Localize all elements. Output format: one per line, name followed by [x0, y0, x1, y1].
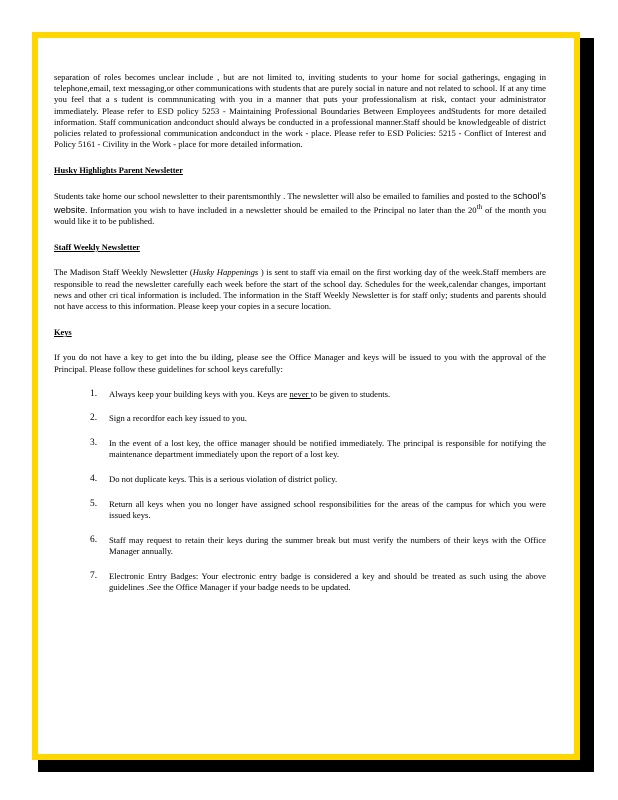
- list-item-text: In the event of a lost key, the office manager should be notified immediately. The principal is responsible for notifying the maintenance department immediately upon the report of a lost key.: [109, 438, 546, 460]
- list-item: [54, 499, 546, 521]
- list-item-text: Always keep your building keys with you. Keys are: [109, 388, 290, 399]
- husky-text-before: Students take home our school newsletter to their parentsmonthly . The newsletter will also be emailed to families and posted to the: [54, 190, 513, 201]
- list-item: [54, 474, 546, 485]
- list-item-number: 2.: [90, 413, 98, 424]
- staff-weekly-heading: Staff Weekly Newsletter: [54, 243, 140, 253]
- document-body: [54, 72, 546, 606]
- list-item-text: Sign a recordfor each key issued to you.: [109, 413, 247, 424]
- list-item-text-after: to be given to students.: [310, 388, 391, 399]
- list-item-number: 7.: [90, 570, 98, 581]
- staff-text-italic: Husky Happenings: [192, 267, 259, 278]
- keys-intro-paragraph: If you do not have a key to get into the bu ilding, please see the Office Manager and keys will be issued to you with the approval of the Principal. Please follow these guidelines for school keys carefully:: [54, 352, 546, 374]
- husky-text-website: school’s website: [54, 190, 546, 215]
- list-item-number: 4.: [90, 474, 98, 485]
- staff-text-before: The Madison Staff Weekly Newsletter (: [54, 267, 193, 278]
- list-item-number: 6.: [90, 534, 98, 545]
- list-item-text: Return all keys when you no longer have assigned school responsibilities for the areas of the campus for which you were issued keys.: [109, 498, 546, 520]
- list-item: [54, 535, 546, 557]
- list-item-number: 1.: [90, 388, 98, 399]
- keys-heading: Keys: [54, 328, 72, 338]
- list-item: [54, 389, 546, 400]
- list-item: [54, 571, 546, 593]
- list-item-number: 3.: [90, 438, 98, 449]
- list-item: [54, 438, 546, 460]
- husky-text-after: of the month you would like it to be published.: [54, 204, 547, 226]
- list-item-number: 5.: [90, 498, 98, 509]
- list-item-underline: never: [289, 388, 311, 399]
- list-item-text: Electronic Entry Badges: Your electronic entry badge is considered a key and should be treated as such using the above guidelines .See the Office Manager if your badge needs to be updated.: [109, 570, 546, 592]
- husky-highlights-paragraph: [54, 191, 546, 227]
- staff-text-after: ) is sent to staff via email on the first working day of the week.Staff members are responsible to read the newsletter carefully each week before the start of the school day. Schedules for the week,calendar changes, important news and other cri tical information is included. The information in the Staff Weekly Newsletter is for staff only; students and parents should not have access to this information. Please keep your copies in a secure location.: [54, 267, 546, 311]
- husky-text-mid: . Information you wish to have included in a newsletter should be emailed to the Principal no later than the 20: [85, 204, 477, 215]
- list-item-text: Staff may request to retain their keys during the summer break but must verify the numbers of their keys with the Office Manager annually.: [109, 534, 546, 556]
- intro-paragraph: separation of roles becomes unclear include , but are not limited to, inviting students to your home for social gatherings, engaging in telephone,email, text messaging,or other communications with students that are purely social in nature and not related to school. If at any time you feel that a s tudent is commnunicating with you in a manner that puts your professionalism at risk, contact your administrator immediately. Please refer to ESD policy 5253 - Maintaining Professional Boundaries Between Employees andStudents for more detailed information. Staff communication andconduct should always be conducted in a professional manner.Staff should be knowledgeable of district policies related to professional communication andconduct in the work - place. Please refer to ESD Policies: 5215 - Conflict of Interest and Policy 5161 - Civility in the Work - place for more detailed information.: [54, 72, 546, 150]
- staff-weekly-paragraph: [54, 267, 546, 312]
- husky-highlights-heading: Husky Highlights Parent Newsletter: [54, 166, 183, 176]
- list-item: [54, 413, 546, 424]
- keys-guidelines-list: [54, 389, 546, 593]
- husky-text-sup: th: [476, 202, 483, 211]
- list-item-text: Do not duplicate keys. This is a serious violation of district policy.: [109, 474, 338, 485]
